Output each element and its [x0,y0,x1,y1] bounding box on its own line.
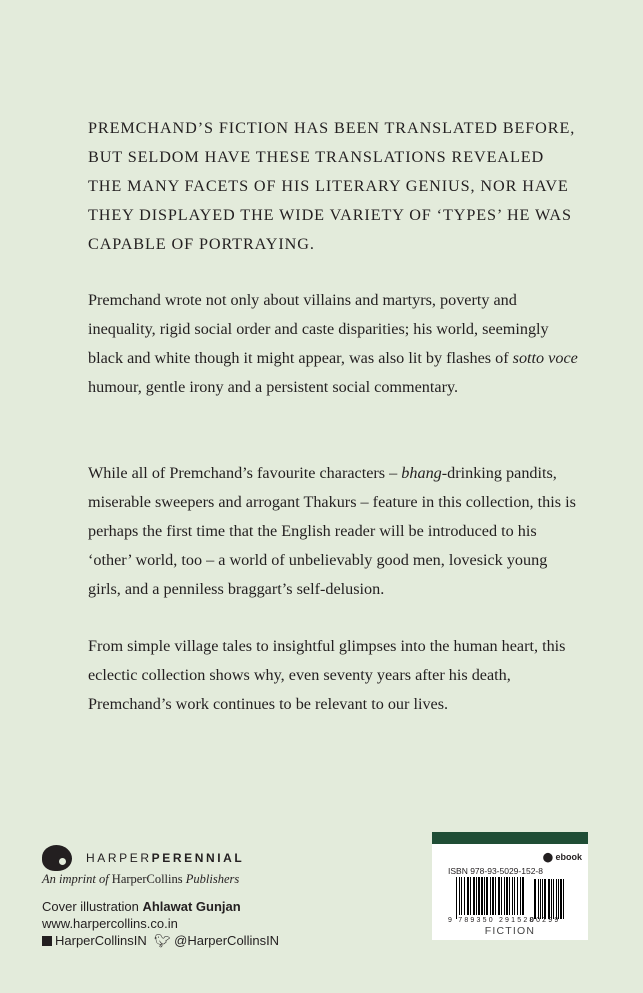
barcode-bar [481,877,483,915]
barcode-bar [461,877,462,915]
barcode-bar [504,877,505,915]
artist-name: Ahlawat Gunjan [142,899,241,914]
website-link[interactable]: www.harpercollins.co.in [42,916,178,931]
social-links [42,932,279,949]
caps-line: CAPABLE OF PORTRAYING. [88,235,315,253]
barcode-addon-bar [548,879,550,919]
barcode-bar [522,877,524,915]
barcode-bar [509,877,510,915]
barcode-bar [490,877,491,915]
category-label: FICTION [484,925,536,937]
barcode-bar [492,877,494,915]
imprint-line [42,872,239,887]
caps-line: THE MANY FACETS OF HIS LITERARY GENIUS, NOR HAVE [88,177,569,195]
barcode-bar [476,877,477,915]
barcode-addon-bar [556,879,557,919]
caps-line: THEY DISPLAYED THE WIDE VARIETY OF ‘TYPES’ HE WAS [88,206,572,224]
barcode-addon-bar [540,879,541,919]
brand-bold: PERENNIAL [151,851,245,865]
text: humour, gentle irony and a persistent social commentary. [88,378,459,396]
text: Cover illustration [42,899,139,914]
barcode-bar [506,877,508,915]
blurb-intro-caps [88,114,578,259]
caps-line: BUT SELDOM HAVE THESE TRANSLATIONS REVEALED [88,148,545,166]
barcode-bar [478,877,480,915]
barcode-bar [470,877,471,915]
cover-credit [42,898,279,915]
text: Publishers [185,872,240,886]
barcode-addon-bar [544,879,546,919]
twitter-icon: 🐦︎ [153,933,171,948]
brand-name [86,851,244,865]
barcode-bar [520,877,521,915]
barcode-bar [459,877,460,915]
harper-perennial-logo-icon [42,845,72,871]
text: While all of Premchand’s favourite characters – [88,464,402,482]
barcode-addon-bar [551,879,552,919]
text: An imprint of [42,872,109,886]
barcode-addon-bar [560,879,562,919]
barcode-bars [456,877,568,919]
barcode-bar [501,877,502,915]
barcode-digits: 9 789350 291528 [448,917,536,924]
text-italic: sotto voce [512,349,578,367]
publisher-info [42,898,279,949]
barcode-addon-bar [553,879,554,919]
barcode-bar [456,877,457,919]
text-italic: bhang [401,464,442,482]
text: Premchand wrote not only about villains and martyrs, poverty and inequality, rigid social order and caste disparities; his world, seemingly black and white though it might appear, was also lit by flashes of [88,291,549,367]
barcode-addon-bar [542,879,543,919]
barcode-addon-bar [558,879,559,919]
barcode-addon-bar [538,879,539,919]
barcode-bar [464,877,465,915]
ebook-badge: ⬤ ebook [542,852,582,862]
ebook-label: ebook [555,852,582,862]
twitter-handle[interactable]: @HarperCollinsIN [174,933,280,948]
facebook-handle[interactable]: HarperCollinsIN [55,933,147,948]
barcode-bar [512,877,513,915]
brand-light: HARPER [86,851,152,865]
color-band [432,832,588,844]
barcode-bar [514,877,515,915]
barcode-box [432,832,588,940]
facebook-icon [42,936,52,946]
barcode-bar [484,877,485,915]
isbn-text: ISBN 978-93-5029-152-8 [448,866,543,876]
barcode-addon-bar [563,879,564,919]
blurb-paragraph-2 [88,286,578,402]
barcode-bar [486,877,488,915]
barcode-addon-digits: 00299 [530,917,561,924]
publisher-logo [42,845,244,871]
text: HarperCollins [111,872,183,886]
barcode-bar [517,877,518,915]
blurb-paragraph-4: From simple village tales to insightful glimpses into the human heart, this eclectic collection shows why, even seventy years after his death, Premchand’s work continues to be relevant to our lives. [88,637,566,713]
barcode-addon-bar [534,879,536,919]
text: -drinking pandits, miserable sweepers and arrogant Thakurs – feature in this collection, this is perhaps the first time that the English reader will be introduced to his ‘other’ world, too – a world of unbelievably good men, lovesick young girls, and a penniless braggart’s self-delusion. [88,464,576,598]
barcode-bar [473,877,475,915]
blurb-paragraph-3 [88,459,578,604]
barcode-bar [467,877,469,915]
barcode-bar [498,877,500,915]
caps-line: PREMCHAND’S FICTION HAS BEEN TRANSLATED BEFORE, [88,119,576,137]
barcode-bar [495,877,496,915]
